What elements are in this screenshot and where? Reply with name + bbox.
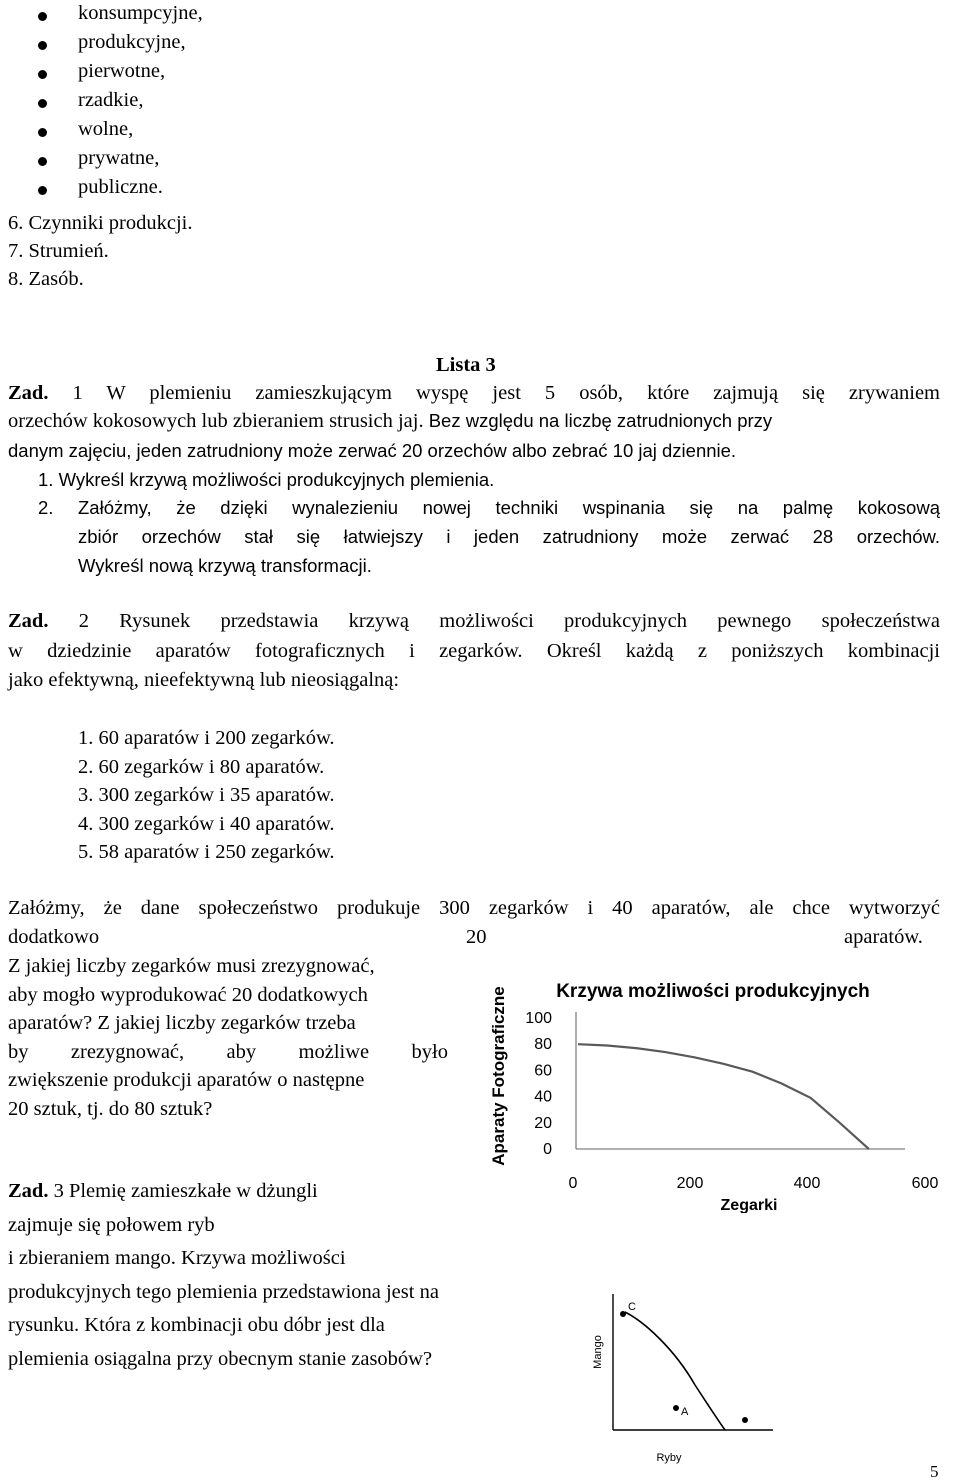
y-tick-label: 100 [525, 1010, 552, 1027]
bullet-dot [38, 41, 47, 50]
y-tick-label: 0 [543, 1141, 552, 1158]
y-tick-label: 60 [534, 1062, 552, 1080]
zad1-item2-l3: Wykreśl nową krzywą transformacji. [78, 555, 372, 576]
zad1-item2-num: 2. [38, 497, 54, 518]
zad2-item: 2. 60 zegarków i 80 aparatów. [78, 755, 325, 778]
top-item-7: 7. Strumień. [8, 240, 109, 262]
top-item-6: 6. Czynniki produkcji. [8, 212, 193, 234]
zad1-item2-l1: Załóżmy, że dzięki wynalezieniu nowej techniki wspinania się na palmę kokosową [78, 497, 940, 518]
point-a-label: A [681, 1406, 689, 1418]
ppf-chart [480, 968, 950, 1213]
zad1-line2 [8, 410, 940, 433]
zad1-label: Zad. [8, 382, 49, 404]
zad1-line1-text: 1 W plemieniu zamieszkującym wyspę jest 5 osób, które zajmują się zrywaniem [48, 382, 940, 404]
bullet-dot [38, 157, 47, 166]
bullet-dot [38, 99, 47, 108]
chart-ylabel: Aparaty Fotograficzne [489, 986, 508, 1166]
zad1-line1 [8, 382, 940, 405]
zad3-line: produkcyjnych tego plemienia przedstawiona jest na [8, 1280, 439, 1303]
zad2-para-l2c: aparatów. [844, 926, 923, 948]
zad2-item: 3. 300 zegarków i 35 aparatów. [78, 784, 335, 806]
mango-curve [625, 1312, 725, 1430]
zad2-question-line: 20 sztuk, tj. do 80 sztuk? [8, 1097, 213, 1120]
list-title: Lista 3 [436, 354, 496, 376]
ppf-curve [578, 1044, 869, 1149]
bullet-dot [38, 70, 47, 79]
top-item-8: 8. Zasób. [8, 268, 84, 290]
zad2-para-l2a: dodatkowo [8, 926, 100, 948]
bullet-item: publiczne. [78, 176, 163, 198]
bullet-item: rzadkie, [78, 89, 144, 111]
y-tick-label: 20 [534, 1114, 552, 1132]
zad3-label: Zad. [8, 1180, 49, 1202]
zad1-line3: danym zajęciu, jeden zatrudniony może zerwać 20 orzechów albo zebrać 10 jaj dziennie. [8, 440, 737, 461]
zad2-question-line: Z jakiej liczby zegarków musi zrezygnować, [8, 955, 375, 977]
x-tick-label: 200 [676, 1175, 704, 1192]
bullet-item: wolne, [78, 118, 134, 140]
bullet-dot [38, 12, 47, 21]
zad3-line: rysunku. Która z kombinacji obu dóbr jest dla [8, 1314, 385, 1336]
point-b [742, 1417, 748, 1423]
bullet-item: prywatne, [78, 147, 160, 169]
bullet-dot [38, 128, 47, 137]
zad1-line2-sans: Bez względu na liczbę zatrudnionych przy [423, 410, 773, 431]
zad3-line: zajmuje się połowem ryb [8, 1213, 215, 1236]
zad1-item1: 1. Wykreśl krzywą możliwości produkcyjnych plemienia. [38, 469, 495, 490]
x-tick-label: 600 [911, 1175, 939, 1192]
mango-xlabel: Ryby [656, 1452, 682, 1464]
zad2-line2: w dziedzinie aparatów fotograficznych i zegarków. Określ każdą z poniższych kombinacji [8, 640, 940, 662]
zad2-line1-text: 2 Rysunek przedstawia krzywą możliwości produkcyjnych pewnego społeczeństwa [48, 610, 940, 632]
zad2-line1 [8, 610, 940, 633]
mango-chart [585, 1290, 775, 1470]
zad2-para-l2b: 20 [466, 926, 487, 948]
chart-xlabel: Zegarki [720, 1197, 778, 1213]
point-a [673, 1405, 679, 1411]
chart-title: Krzywa możliwości produkcyjnych [556, 981, 870, 1002]
bullet-item: pierwotne, [78, 60, 166, 82]
zad3-line1-text: 3 Plemię zamieszkałe w dżungli [48, 1180, 318, 1202]
zad2-item: 4. 300 zegarków i 40 aparatów. [78, 812, 335, 835]
zad2-question-line: by zrezygnować, aby możliwe było [8, 1040, 448, 1063]
zad2-label: Zad. [8, 610, 49, 632]
zad3-line: plemienia osiągalna przy obecnym stanie zasobów? [8, 1347, 433, 1370]
zad2-item: 5. 58 aparatów i 250 zegarków. [78, 841, 335, 863]
zad2-item: 1. 60 aparatów i 200 zegarków. [78, 727, 335, 749]
y-tick-label: 40 [534, 1088, 552, 1106]
mango-ylabel: Mango [592, 1335, 604, 1369]
zad2-line3: jako efektywną, nieefektywną lub nieosiągalną: [8, 669, 400, 691]
bullet-item: konsumpcyjne, [78, 2, 203, 24]
page-number: 5 [930, 1462, 939, 1481]
zad2-para-l1: Załóżmy, że dane społeczeństwo produkuje 300 zegarków i 40 aparatów, ale chce wytworzyć [8, 897, 940, 919]
bullet-dot [38, 186, 47, 195]
point-c-label: C [628, 1301, 636, 1313]
zad3-line1 [8, 1180, 318, 1203]
zad1-line2-serif: orzechów kokosowych lub zbieraniem strusich jaj. [8, 410, 424, 432]
zad1-item2-l2: zbiór orzechów stał się łatwiejszy i jeden zatrudniony może zerwać 28 orzechów. [78, 526, 940, 547]
zad2-question-line: aparatów? Z jakiej liczby zegarków trzeba [8, 1012, 356, 1034]
zad3-line: i zbieraniem mango. Krzywa możliwości [8, 1247, 346, 1269]
x-tick-label: 400 [793, 1175, 821, 1192]
zad2-question-line: aby mogło wyprodukować 20 dodatkowych [8, 983, 368, 1006]
point-c [620, 1311, 626, 1317]
x-tick-label: 0 [568, 1175, 578, 1192]
zad2-question-line: zwiększenie produkcji aparatów o następne [8, 1069, 365, 1091]
y-tick-label: 80 [534, 1036, 552, 1054]
bullet-item: produkcyjne, [78, 31, 186, 53]
